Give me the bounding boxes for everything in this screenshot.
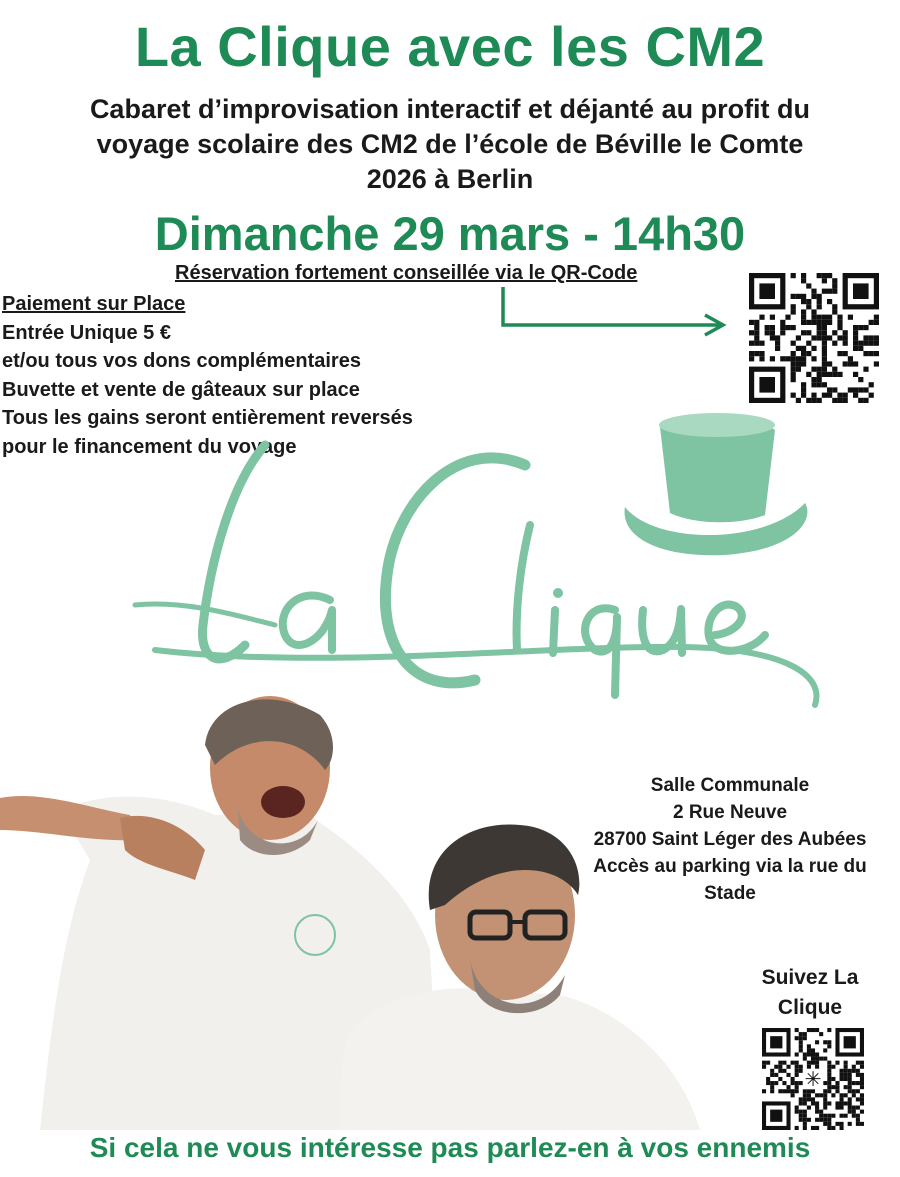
performers-photo bbox=[0, 690, 720, 1130]
reservation-note: Réservation fortement conseillée via le QR-Code bbox=[175, 262, 638, 284]
payment-line: Tous les gains seront entièrement reversés bbox=[2, 407, 413, 429]
address-line: 28700 Saint Léger des Aubées bbox=[593, 829, 867, 850]
payment-line: Entrée Unique 5 € bbox=[2, 321, 171, 344]
address-line: Salle Communale bbox=[650, 775, 810, 796]
poster-title: La Clique avec les CM2 bbox=[134, 15, 766, 78]
address-line: 2 Rue Neuve bbox=[672, 802, 788, 823]
follow-line: Clique bbox=[777, 996, 843, 1019]
address-line: Accès au parking via la rue du bbox=[593, 856, 867, 877]
payment-line: pour le financement du voyage bbox=[2, 435, 297, 458]
payment-line: Buvette et vente de gâteaux sur place bbox=[2, 378, 360, 401]
payment-line: et/ou tous vos dons complémentaires bbox=[2, 350, 361, 372]
venue-address bbox=[560, 772, 900, 907]
arrow-right-icon bbox=[495, 285, 735, 345]
event-date: Dimanche 29 mars - 14h30 bbox=[154, 207, 746, 260]
la-clique-logo bbox=[125, 395, 885, 715]
follow-line: Suivez La bbox=[761, 966, 859, 989]
subtitle-line: voyage scolaire des CM2 de l’école de Béville le Comte bbox=[96, 129, 804, 159]
qr-code-reservation-icon[interactable] bbox=[749, 272, 879, 404]
address-line: Stade bbox=[704, 883, 756, 904]
top-hat-icon bbox=[625, 413, 808, 555]
footer-tagline: Si cela ne vous intéresse pas parlez-en à vos ennemis bbox=[89, 1132, 811, 1163]
qr-code-social-icon[interactable] bbox=[762, 1028, 864, 1130]
subtitle-line: Cabaret d’improvisation interactif et déjanté au profit du bbox=[89, 94, 811, 124]
payment-heading: Paiement sur Place bbox=[2, 293, 186, 315]
svg-text:✳: ✳ bbox=[804, 1066, 822, 1091]
follow-prompt bbox=[740, 963, 880, 1023]
poster-subtitle bbox=[0, 92, 900, 197]
subtitle-line: 2026 à Berlin bbox=[366, 164, 534, 194]
